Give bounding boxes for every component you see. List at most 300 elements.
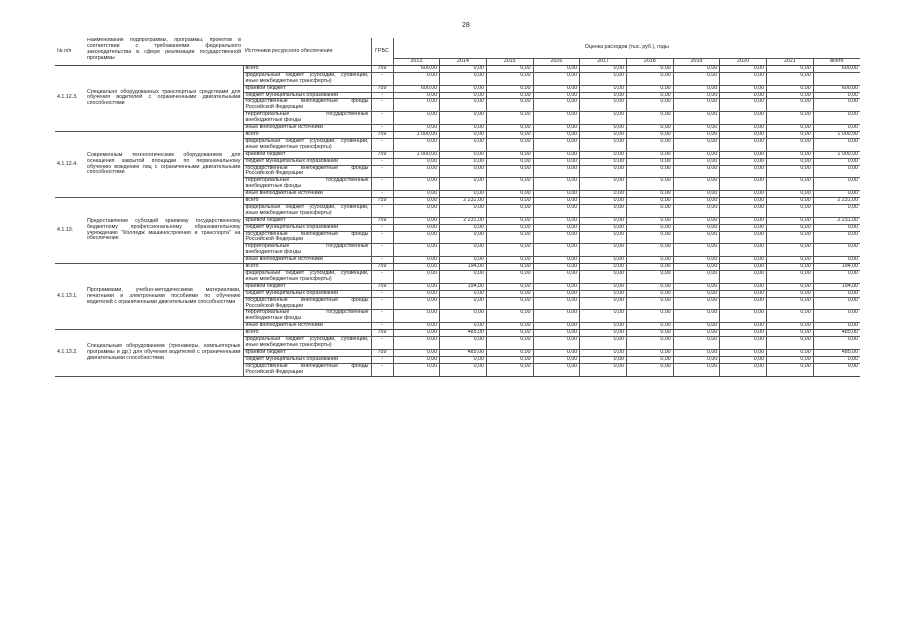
year-header: 2019 [673, 59, 720, 66]
value-cell: 0,00 [626, 337, 673, 350]
source-cell: бюджет муниципальных образований [243, 158, 371, 165]
value-cell: 0,00 [626, 297, 673, 310]
value-cell: 0,00 [580, 92, 627, 99]
value-cell: 0,00 [580, 138, 627, 151]
value-cell: 0,00 [767, 99, 814, 112]
value-cell: 0,00 [486, 217, 533, 224]
value-cell: 0,00 [673, 65, 720, 72]
grbs-cell: - [371, 178, 393, 191]
value-cell: 600,00 [393, 65, 440, 72]
value-cell: 0,00 [440, 112, 487, 125]
table-row [55, 330, 860, 337]
year-header: всего [813, 59, 860, 66]
value-cell: 0,00 [486, 231, 533, 244]
value-cell: 0,00 [813, 297, 860, 310]
value-cell: 2 231,00 [813, 217, 860, 224]
value-cell: 0,00 [767, 191, 814, 198]
value-cell: 0,00 [580, 125, 627, 132]
value-cell: 0,00 [626, 191, 673, 198]
value-cell: 0,00 [486, 337, 533, 350]
year-header: 2014 [440, 59, 487, 66]
value-cell: 0,00 [626, 356, 673, 363]
value-cell: 0,00 [486, 330, 533, 337]
value-cell: 0,00 [393, 310, 440, 323]
value-cell: 0,00 [486, 297, 533, 310]
value-cell: 0,00 [767, 244, 814, 257]
value-cell: 0,00 [673, 283, 720, 290]
value-cell: 0,00 [767, 85, 814, 92]
source-cell: государственные внебюджетные фонды Российской Федерации [243, 165, 371, 178]
value-cell: 0,00 [626, 112, 673, 125]
value-cell: 0,00 [813, 165, 860, 178]
value-cell: 600,00 [393, 85, 440, 92]
col-no-header: № п/п [55, 38, 85, 65]
value-cell: 0,00 [440, 204, 487, 217]
grbs-cell: - [371, 92, 393, 99]
grbs-cell: 759 [371, 151, 393, 158]
value-cell: 0,00 [533, 337, 580, 350]
source-cell: государственные внебюджетные фонды Российской Федерации [243, 363, 371, 376]
value-cell: 0,00 [533, 198, 580, 205]
value-cell: 194,00 [440, 283, 487, 290]
value-cell: 0,00 [813, 257, 860, 264]
source-cell: территориальные государственные внебюджетные фонды [243, 244, 371, 257]
value-cell: 0,00 [580, 323, 627, 330]
value-cell: 0,00 [533, 138, 580, 151]
value-cell: 0,00 [626, 290, 673, 297]
grbs-cell: - [371, 337, 393, 350]
item-name: Современным технологическим оборудованием для оснащения закрытой площадки по первоначальному обучению вождению лиц с ограниченными двигательными способностями [85, 131, 243, 197]
source-cell: иные внебюджетные источники [243, 323, 371, 330]
grbs-cell: - [371, 125, 393, 132]
value-cell: 0,00 [580, 112, 627, 125]
value-cell: 0,00 [767, 271, 814, 284]
value-cell: 0,00 [440, 65, 487, 72]
value-cell: 0,00 [673, 323, 720, 330]
value-cell: 0,00 [813, 337, 860, 350]
source-cell: иные внебюджетные источники [243, 257, 371, 264]
value-cell: 0,00 [393, 290, 440, 297]
value-cell: 0,00 [767, 290, 814, 297]
value-cell: 0,00 [720, 72, 767, 85]
value-cell: 0,00 [626, 178, 673, 191]
value-cell: 0,00 [533, 224, 580, 231]
table-row [55, 264, 860, 271]
grbs-cell: - [371, 271, 393, 284]
value-cell: 0,00 [580, 224, 627, 231]
value-cell: 0,00 [486, 72, 533, 85]
col-name-header: Наименование подпрограммы, программы, проектов в соответствии с требованиями федерального законодательства в сфере реализации государственной программы [85, 38, 243, 65]
source-cell: территориальные государственные внебюджетные фонды [243, 112, 371, 125]
grbs-cell: - [371, 224, 393, 231]
budget-table [55, 38, 860, 377]
grbs-cell: - [371, 191, 393, 198]
item-number: 4.1.12.3. [55, 65, 85, 131]
value-cell: 0,00 [673, 224, 720, 231]
value-cell: 0,00 [720, 131, 767, 138]
value-cell: 0,00 [767, 217, 814, 224]
value-cell: 0,00 [720, 271, 767, 284]
value-cell: 0,00 [393, 363, 440, 376]
source-cell: иные внебюджетные источники [243, 125, 371, 132]
value-cell: 0,00 [626, 125, 673, 132]
grbs-cell: 759 [371, 198, 393, 205]
value-cell: 0,00 [486, 290, 533, 297]
grbs-cell: 759 [371, 217, 393, 224]
value-cell: 0,00 [626, 330, 673, 337]
grbs-cell: - [371, 290, 393, 297]
value-cell: 0,00 [580, 217, 627, 224]
value-cell: 0,00 [767, 65, 814, 72]
value-cell: 0,00 [673, 356, 720, 363]
value-cell: 0,00 [486, 356, 533, 363]
source-cell: государственные внебюджетные фонды Российской Федерации [243, 297, 371, 310]
value-cell: 0,00 [533, 290, 580, 297]
value-cell: 0,00 [580, 330, 627, 337]
value-cell: 0,00 [720, 191, 767, 198]
value-cell: 2 231,00 [440, 217, 487, 224]
value-cell: 485,00 [440, 330, 487, 337]
value-cell: 0,00 [626, 349, 673, 356]
value-cell: 0,00 [533, 231, 580, 244]
value-cell: 0,00 [626, 92, 673, 99]
value-cell: 0,00 [440, 178, 487, 191]
value-cell: 0,00 [580, 65, 627, 72]
value-cell: 0,00 [626, 231, 673, 244]
grbs-cell: - [371, 138, 393, 151]
page-number: 28 [462, 22, 470, 29]
value-cell: 0,00 [393, 323, 440, 330]
value-cell: 0,00 [580, 264, 627, 271]
value-cell: 0,00 [533, 217, 580, 224]
value-cell: 0,00 [673, 178, 720, 191]
grbs-cell: 759 [371, 65, 393, 72]
value-cell: 0,00 [720, 330, 767, 337]
value-cell: 0,00 [533, 297, 580, 310]
value-cell: 0,00 [393, 204, 440, 217]
value-cell: 0,00 [813, 310, 860, 323]
value-cell: 0,00 [767, 257, 814, 264]
value-cell: 0,00 [393, 99, 440, 112]
value-cell: 0,00 [673, 99, 720, 112]
value-cell: 0,00 [440, 191, 487, 198]
grbs-cell: - [371, 112, 393, 125]
value-cell: 0,00 [626, 165, 673, 178]
grbs-cell: - [371, 356, 393, 363]
grbs-cell: - [371, 158, 393, 165]
col-grbs-header: ГРБС [371, 38, 393, 65]
value-cell: 0,00 [673, 125, 720, 132]
value-cell: 0,00 [486, 204, 533, 217]
value-cell: 0,00 [720, 85, 767, 92]
value-cell: 0,00 [533, 356, 580, 363]
value-cell: 0,00 [626, 198, 673, 205]
header-row [55, 38, 860, 59]
value-cell: 0,00 [533, 92, 580, 99]
value-cell: 0,00 [533, 363, 580, 376]
value-cell: 0,00 [813, 138, 860, 151]
value-cell: 0,00 [580, 131, 627, 138]
value-cell: 0,00 [767, 198, 814, 205]
value-cell: 0,00 [626, 65, 673, 72]
value-cell: 0,00 [486, 158, 533, 165]
value-cell: 0,00 [626, 271, 673, 284]
value-cell: 0,00 [580, 271, 627, 284]
value-cell: 0,00 [767, 151, 814, 158]
value-cell: 0,00 [533, 72, 580, 85]
source-cell: федеральный бюджет (субсидии, субвенции, иные межбюджетные трансферты) [243, 271, 371, 284]
value-cell: 0,00 [767, 92, 814, 99]
value-cell: 0,00 [393, 257, 440, 264]
year-header: 2016 [533, 59, 580, 66]
value-cell: 0,00 [486, 198, 533, 205]
value-cell: 485,00 [440, 349, 487, 356]
value-cell: 0,00 [673, 85, 720, 92]
value-cell: 0,00 [580, 356, 627, 363]
value-cell: 194,00 [813, 283, 860, 290]
value-cell: 0,00 [533, 204, 580, 217]
value-cell: 0,00 [720, 224, 767, 231]
value-cell: 0,00 [626, 244, 673, 257]
value-cell: 0,00 [626, 131, 673, 138]
value-cell: 0,00 [673, 72, 720, 85]
year-header: 2021 [767, 59, 814, 66]
grbs-cell: 759 [371, 283, 393, 290]
value-cell: 0,00 [533, 264, 580, 271]
value-cell: 0,00 [720, 290, 767, 297]
value-cell: 0,00 [486, 310, 533, 323]
value-cell: 0,00 [486, 264, 533, 271]
value-cell: 0,00 [813, 99, 860, 112]
value-cell: 0,00 [673, 271, 720, 284]
value-cell: 0,00 [813, 158, 860, 165]
value-cell: 0,00 [673, 191, 720, 198]
value-cell: 0,00 [626, 283, 673, 290]
value-cell: 0,00 [626, 85, 673, 92]
value-cell: 0,00 [533, 257, 580, 264]
value-cell: 0,00 [533, 65, 580, 72]
grbs-cell: 759 [371, 85, 393, 92]
value-cell: 0,00 [767, 138, 814, 151]
value-cell: 0,00 [720, 257, 767, 264]
value-cell: 0,00 [393, 231, 440, 244]
value-cell: 0,00 [813, 92, 860, 99]
value-cell: 2 231,00 [813, 198, 860, 205]
value-cell: 0,00 [673, 131, 720, 138]
grbs-cell: - [371, 165, 393, 178]
value-cell: 0,00 [673, 337, 720, 350]
value-cell: 0,00 [393, 349, 440, 356]
value-cell: 0,00 [440, 165, 487, 178]
value-cell: 0,00 [440, 158, 487, 165]
source-cell: федеральный бюджет (субсидии, субвенции, иные межбюджетные трансферты) [243, 204, 371, 217]
value-cell: 0,00 [626, 204, 673, 217]
value-cell: 0,00 [440, 356, 487, 363]
value-cell: 0,00 [673, 310, 720, 323]
col-estimate-header: Оценка расходов (тыс. руб.), годы [393, 38, 860, 59]
value-cell: 0,00 [393, 271, 440, 284]
value-cell: 0,00 [440, 363, 487, 376]
value-cell: 0,00 [720, 151, 767, 158]
value-cell: 1 000,00 [393, 131, 440, 138]
item-number: 4.1.12.4. [55, 131, 85, 197]
value-cell: 0,00 [486, 125, 533, 132]
value-cell: 0,00 [533, 99, 580, 112]
value-cell: 0,00 [767, 310, 814, 323]
value-cell: 0,00 [720, 198, 767, 205]
value-cell: 0,00 [440, 125, 487, 132]
value-cell: 0,00 [720, 112, 767, 125]
value-cell: 0,00 [626, 217, 673, 224]
value-cell: 0,00 [767, 112, 814, 125]
value-cell: 0,00 [720, 297, 767, 310]
item-name: Специальным оборудованием (тренажеры, компьютерные программы и др.) для обучения водителей с ограниченными двигательными способностями [85, 330, 243, 376]
source-cell: федеральный бюджет (субсидии, субвенции, иные межбюджетные трансферты) [243, 138, 371, 151]
value-cell: 0,00 [580, 310, 627, 323]
value-cell: 0,00 [486, 244, 533, 257]
year-header: 2017 [580, 59, 627, 66]
year-header: 2020 [720, 59, 767, 66]
value-cell: 0,00 [580, 72, 627, 85]
value-cell: 0,00 [393, 264, 440, 271]
grbs-cell: - [371, 99, 393, 112]
value-cell: 600,00 [813, 85, 860, 92]
value-cell: 0,00 [533, 323, 580, 330]
table-row [55, 131, 860, 138]
value-cell: 0,00 [580, 204, 627, 217]
value-cell: 0,00 [580, 158, 627, 165]
source-cell: бюджет муниципальных образований [243, 356, 371, 363]
value-cell: 0,00 [580, 85, 627, 92]
value-cell: 0,00 [626, 257, 673, 264]
value-cell: 0,00 [813, 323, 860, 330]
value-cell: 0,00 [813, 290, 860, 297]
value-cell: 0,00 [813, 112, 860, 125]
value-cell: 0,00 [393, 217, 440, 224]
value-cell: 0,00 [486, 92, 533, 99]
value-cell: 0,00 [486, 112, 533, 125]
item-number: 4.1.13.1. [55, 264, 85, 330]
value-cell: 0,00 [580, 231, 627, 244]
value-cell: 0,00 [720, 244, 767, 257]
value-cell: 0,00 [580, 257, 627, 264]
source-cell: территориальные государственные внебюджетные фонды [243, 310, 371, 323]
value-cell: 0,00 [393, 158, 440, 165]
grbs-cell: - [371, 72, 393, 85]
item-name: Предоставление субсидий краевому государственному бюджетному профессиональному образовательному учреждению "Колледж машиностроения и транспорта" на обеспечение [85, 198, 243, 264]
value-cell: 0,00 [626, 323, 673, 330]
value-cell: 0,00 [767, 297, 814, 310]
value-cell: 1 000,00 [393, 151, 440, 158]
value-cell: 0,00 [533, 271, 580, 284]
value-cell: 0,00 [393, 178, 440, 191]
value-cell: 0,00 [440, 131, 487, 138]
source-cell: государственные внебюджетные фонды Российской Федерации [243, 231, 371, 244]
value-cell: 0,00 [673, 330, 720, 337]
source-cell: бюджет муниципальных образований [243, 224, 371, 231]
value-cell: 0,00 [580, 337, 627, 350]
value-cell: 0,00 [580, 283, 627, 290]
value-cell: 0,00 [673, 244, 720, 257]
value-cell: 0,00 [440, 297, 487, 310]
grbs-cell: - [371, 297, 393, 310]
value-cell: 0,00 [533, 112, 580, 125]
value-cell: 0,00 [580, 297, 627, 310]
value-cell: 0,00 [393, 72, 440, 85]
value-cell: 0,00 [626, 363, 673, 376]
source-cell: федеральный бюджет (субсидии, субвенции, иные межбюджетные трансферты) [243, 72, 371, 85]
value-cell: 0,00 [486, 191, 533, 198]
value-cell: 0,00 [767, 356, 814, 363]
value-cell: 0,00 [440, 257, 487, 264]
value-cell: 0,00 [813, 178, 860, 191]
value-cell: 0,00 [533, 165, 580, 178]
value-cell: 0,00 [486, 224, 533, 231]
source-cell: всего [243, 330, 371, 337]
value-cell: 0,00 [626, 264, 673, 271]
grbs-cell: - [371, 363, 393, 376]
value-cell: 0,00 [720, 356, 767, 363]
value-cell: 0,00 [580, 349, 627, 356]
value-cell: 0,00 [440, 231, 487, 244]
source-cell: федеральный бюджет (субсидии, субвенции, иные межбюджетные трансферты) [243, 337, 371, 350]
value-cell: 0,00 [673, 264, 720, 271]
value-cell: 0,00 [486, 323, 533, 330]
source-cell: краевой бюджет [243, 151, 371, 158]
value-cell: 0,00 [720, 125, 767, 132]
value-cell: 0,00 [393, 283, 440, 290]
value-cell: 0,00 [533, 330, 580, 337]
value-cell: 0,00 [533, 310, 580, 323]
item-number: 4.1.13.2. [55, 330, 85, 376]
value-cell: 0,00 [720, 178, 767, 191]
value-cell: 0,00 [626, 138, 673, 151]
value-cell: 0,00 [626, 72, 673, 85]
value-cell: 0,00 [533, 85, 580, 92]
value-cell: 0,00 [720, 283, 767, 290]
value-cell: 0,00 [767, 178, 814, 191]
value-cell: 0,00 [580, 363, 627, 376]
col-source-header: Источники ресурсного обеспечения [243, 38, 371, 65]
value-cell: 0,00 [440, 271, 487, 284]
value-cell: 0,00 [486, 85, 533, 92]
value-cell: 0,00 [720, 165, 767, 178]
value-cell: 0,00 [440, 72, 487, 85]
value-cell: 0,00 [720, 310, 767, 323]
value-cell: 0,00 [673, 198, 720, 205]
value-cell: 0,00 [767, 283, 814, 290]
value-cell: 0,00 [486, 131, 533, 138]
value-cell: 0,00 [673, 363, 720, 376]
value-cell: 0,00 [626, 151, 673, 158]
grbs-cell: - [371, 257, 393, 264]
value-cell: 0,00 [486, 257, 533, 264]
value-cell: 0,00 [767, 158, 814, 165]
value-cell: 0,00 [720, 264, 767, 271]
grbs-cell: - [371, 244, 393, 257]
value-cell: 0,00 [393, 112, 440, 125]
value-cell: 0,00 [720, 231, 767, 244]
value-cell: 0,00 [440, 138, 487, 151]
value-cell: 0,00 [767, 363, 814, 376]
value-cell: 0,00 [486, 283, 533, 290]
value-cell: 0,00 [626, 99, 673, 112]
value-cell: 0,00 [393, 191, 440, 198]
value-cell: 0,00 [393, 138, 440, 151]
value-cell: 0,00 [767, 264, 814, 271]
source-cell: бюджет муниципальных образований [243, 290, 371, 297]
value-cell: 0,00 [767, 349, 814, 356]
